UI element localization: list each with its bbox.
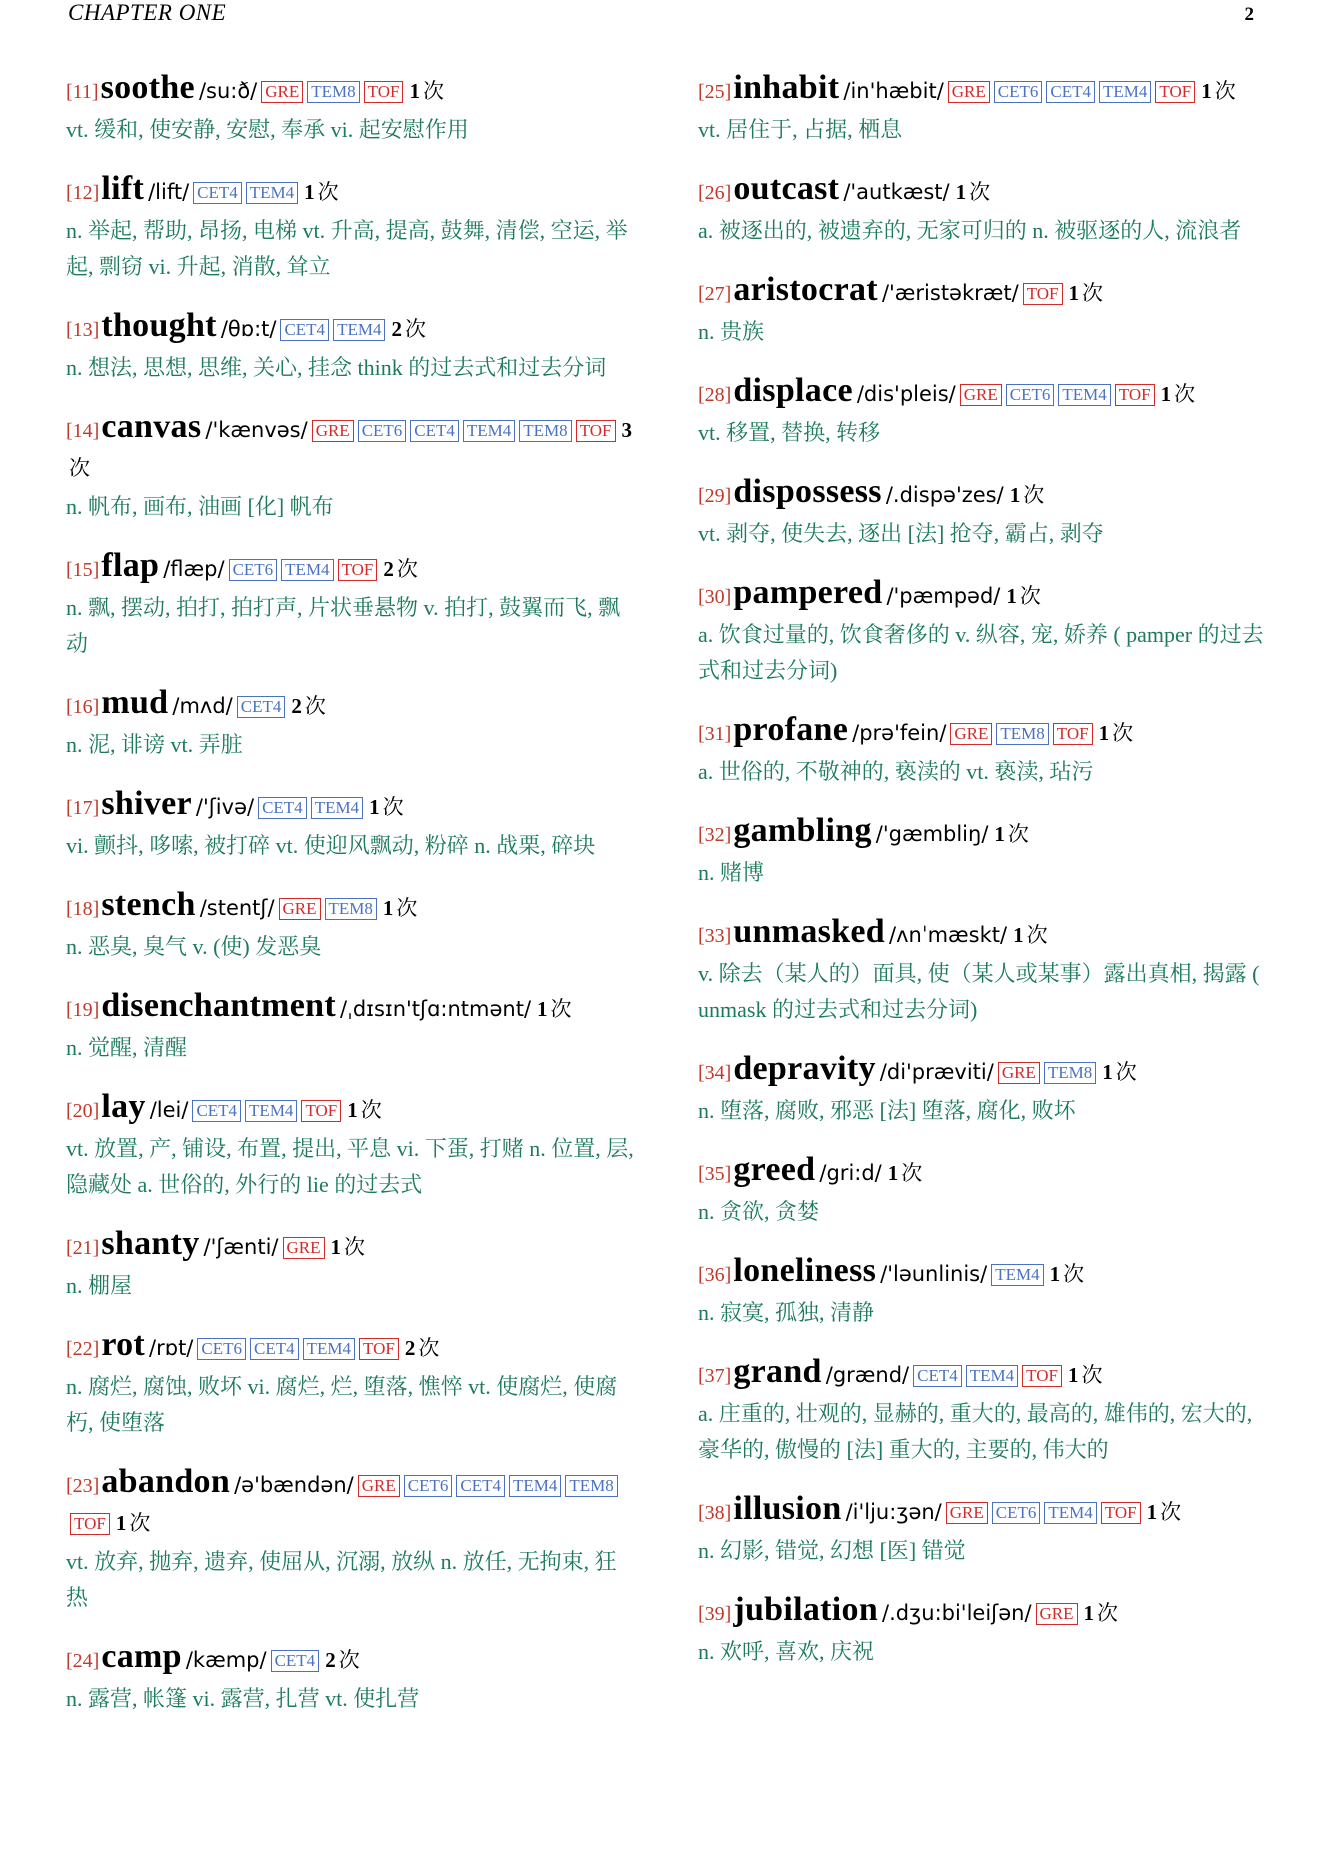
entry-headline [66,685,638,726]
entry-phonetic: /'æristəkræt/ [881,281,1019,305]
entry-index: [31] [698,723,732,745]
entry-phonetic: /θɒ:t/ [220,317,277,341]
entry-frequency-unit: 次 [1063,1262,1085,1286]
entry-frequency: 1 [537,997,548,1021]
entry-index: [24] [66,1650,100,1672]
exam-tag-badge: GRE [950,723,992,745]
exam-tag-badge: TEM4 [281,559,333,581]
entry-frequency-unit: 次 [404,317,426,341]
vocab-entry [698,1152,1270,1230]
exam-tag-badge: TEM4 [303,1338,355,1360]
entry-phonetic: /flæp/ [163,557,225,581]
exam-tag-badge: CET6 [197,1338,246,1360]
exam-tag-badge: CET6 [1006,384,1055,406]
exam-tag-badge: TOF [359,1338,399,1360]
entry-word: inhabit [733,69,840,106]
entry-index: [12] [66,182,100,204]
entry-headline [66,1464,638,1543]
entry-frequency: 1 [330,1235,341,1259]
entry-definition: a. 世俗的, 不敬神的, 亵渎的 vt. 亵渎, 玷污 [698,759,1094,784]
exam-tag-badge: TOF [576,420,616,442]
entry-frequency-unit: 次 [1019,584,1041,608]
vocab-entry [698,914,1270,1028]
exam-tag-badge: CET6 [358,420,407,442]
entry-frequency: 1 [994,822,1005,846]
entry-definition: n. 寂寞, 孤独, 清静 [698,1300,875,1325]
entry-index: [16] [66,696,100,718]
vocab-entry [698,70,1270,148]
entry-word: soothe [100,69,195,106]
entry-headline [698,1051,1270,1092]
entry-word: shanty [101,1225,200,1262]
entry-index: [23] [66,1475,100,1497]
entry-headline [66,548,638,589]
exam-tag-badge: CET6 [994,81,1043,103]
vocab-entry [698,373,1270,451]
entry-phonetic: /di'præviti/ [879,1060,994,1084]
vocab-entry [698,1051,1270,1129]
entry-headline [66,1327,638,1368]
exam-tag-badge: TEM8 [996,723,1048,745]
entry-definition: vt. 移置, 替换, 转移 [698,420,881,445]
exam-tag-badge: CET4 [193,182,242,204]
entry-headline [698,914,1270,955]
entry-word: disenchantment [101,987,336,1024]
entry-headline [698,373,1270,414]
entry-definition: n. 觉醒, 清醒 [66,1035,188,1060]
entry-headline [698,272,1270,313]
vocab-entry [66,887,638,965]
vocab-entry [66,988,638,1066]
entry-word: grand [733,1353,822,1390]
exam-tag-badge: TEM4 [245,1100,297,1122]
entry-headline [698,1491,1270,1532]
entry-word: gambling [733,812,872,849]
exam-tag-badge: TOF [1101,1502,1141,1524]
exam-tag-badge: GRE [998,1062,1040,1084]
vocab-entry [698,474,1270,552]
vocab-entry [66,1226,638,1304]
entry-headline [66,988,638,1029]
exam-tag-badge: TEM4 [246,182,298,204]
entry-index: [25] [698,81,732,103]
exam-tag-badge: TEM8 [519,420,571,442]
exam-tag-badge: CET4 [250,1338,299,1360]
entry-headline [698,474,1270,515]
entry-definition: n. 想法, 思想, 思维, 关心, 挂念 think 的过去式和过去分词 [66,355,607,380]
entry-word: canvas [101,408,202,445]
entry-index: [33] [698,925,732,947]
entry-frequency: 2 [391,317,402,341]
entry-frequency: 1 [382,896,394,920]
entry-index: [32] [698,824,732,846]
entry-phonetic: /ˌdɪsɪn'tʃɑ:ntmənt/ [340,997,532,1021]
exam-tag-badge: TOF [364,81,404,103]
entry-frequency: 1 [1098,721,1110,745]
entry-frequency-unit: 次 [1081,1363,1103,1387]
entry-word: pampered [733,574,883,611]
exam-tag-badge: CET4 [280,319,329,341]
entry-frequency: 1 [1068,281,1080,305]
entry-headline [698,712,1270,753]
exam-tag-badge: CET4 [271,1650,320,1672]
entry-word: dispossess [733,473,882,510]
entry-headline [66,70,638,111]
entry-definition: n. 贪欲, 贪婪 [698,1199,820,1224]
entry-index: [22] [66,1338,100,1360]
entry-phonetic: /lift/ [148,180,190,204]
vocab-entry [66,1464,638,1616]
exam-tag-badge: GRE [358,1475,400,1497]
entry-index: [35] [698,1163,732,1185]
entry-index: [15] [66,559,100,581]
entry-headline [66,887,638,928]
exam-tag-badge: TOF [1022,1365,1062,1387]
entry-frequency-unit: 次 [396,896,418,920]
entry-index: [17] [66,797,100,819]
entry-phonetic: /mʌd/ [172,694,233,718]
entry-phonetic: /ʌnˈmæskt/ [889,923,1008,947]
entry-headline [66,1226,638,1267]
entry-word: lift [101,170,145,207]
page-number: 2 [1244,4,1254,25]
entry-word: jubilation [733,1591,879,1628]
exam-tag-badge: TOF [1115,384,1155,406]
vocab-entry [698,575,1270,689]
entry-headline [698,813,1270,854]
entry-frequency: 1 [1006,584,1017,608]
entry-frequency: 1 [1160,382,1172,406]
exam-tag-badge: TOF [338,559,378,581]
entry-frequency-unit: 次 [1160,1500,1182,1524]
exam-tag-badge: TEM8 [307,81,359,103]
exam-tag-badge: CET4 [456,1475,505,1497]
vocab-entry [66,409,638,525]
vocab-entry [66,786,638,864]
entry-phonetic: /kæmp/ [185,1648,267,1672]
exam-tag-badge: TEM8 [325,898,377,920]
vocab-entry [698,1354,1270,1468]
entry-definition: v. 除去（某人的）面具, 使（某人或某事）露出真相, 揭露 ( unmask 的过去式和过去分词) [698,961,1260,1022]
entry-word: thought [101,307,217,344]
entry-frequency: 2 [404,1336,416,1360]
entry-definition: n. 露营, 帐篷 vi. 露营, 扎营 vt. 使扎营 [66,1686,420,1711]
vocab-entry [66,685,638,763]
entry-word: stench [101,886,196,923]
exam-tag-badge: GRE [261,81,303,103]
vocab-entry [698,1592,1270,1670]
exam-tag-badge: CET6 [229,559,278,581]
exam-tag-badge: CET4 [410,420,459,442]
entry-headline [66,1089,638,1130]
entry-frequency: 1 [1083,1601,1095,1625]
exam-tag-badge: GRE [960,384,1002,406]
entry-headline [66,1639,638,1680]
entry-definition: n. 泥, 诽谤 vt. 弄脏 [66,732,243,757]
entry-definition: vt. 放弃, 抛弃, 遗弃, 使屈从, 沉溺, 放纵 n. 放任, 无拘束, 狂热 [66,1549,617,1610]
right-column [698,70,1270,1693]
entry-phonetic: /'ʃivə/ [195,795,255,819]
exam-tag-badge: CET4 [258,797,307,819]
exam-tag-badge: CET4 [913,1365,962,1387]
entry-frequency-unit: 次 [344,1235,365,1259]
entry-word: displace [733,372,853,409]
vocab-entry [698,1253,1270,1331]
exam-tag-badge: TEM4 [463,420,515,442]
vocab-entry [66,1639,638,1717]
vocab-entry [66,308,638,386]
vocab-entry [698,813,1270,891]
entry-frequency-unit: 次 [1214,79,1236,103]
entry-index: [39] [698,1603,732,1625]
entry-definition: vi. 颤抖, 哆嗦, 被打碎 vt. 使迎风飘动, 粉碎 n. 战栗, 碎块 [66,833,596,858]
entry-headline [66,308,638,349]
entry-phonetic: /grænd/ [825,1363,910,1387]
vocab-entry [698,171,1270,249]
entry-definition: n. 棚屋 [66,1273,133,1298]
entry-frequency: 1 [409,79,420,103]
entry-frequency-unit: 次 [1007,822,1029,846]
entry-frequency: 1 [369,795,380,819]
entry-word: depravity [733,1050,876,1087]
entry-frequency: 1 [115,1511,127,1535]
entry-index: [27] [698,283,732,305]
entry-frequency-unit: 次 [338,1648,360,1672]
left-column [66,70,638,1740]
entry-definition: n. 飘, 摆动, 拍打, 拍打声, 片状垂悬物 v. 拍打, 鼓翼而飞, 飘动 [66,595,621,656]
exam-tag-badge: TOF [70,1513,110,1535]
vocab-entry [66,70,638,148]
entry-frequency: 1 [955,180,967,204]
entry-frequency-unit: 次 [969,180,991,204]
entry-phonetic: /lei/ [149,1098,189,1122]
entry-index: [13] [66,319,100,341]
exam-tag-badge: GRE [312,420,354,442]
exam-tag-badge: TEM4 [1044,1502,1096,1524]
exam-tag-badge: TOF [1155,81,1195,103]
entry-phonetic: /gri:d/ [819,1161,882,1185]
exam-tag-badge: TOF [1053,723,1093,745]
exam-tag-badge: TEM4 [966,1365,1018,1387]
entry-definition: n. 举起, 帮助, 昂扬, 电梯 vt. 升高, 提高, 鼓舞, 清偿, 空运, 举起, 剽窃 vi. 升起, 消散, 耸立 [66,218,628,279]
exam-tag-badge: TEM4 [1099,81,1151,103]
entry-index: [30] [698,586,732,608]
exam-tag-badge: GRE [1036,1603,1078,1625]
entry-word: greed [733,1151,816,1188]
entry-frequency: 2 [291,694,302,718]
entry-definition: vt. 缓和, 使安静, 安慰, 奉承 vi. 起安慰作用 [66,117,469,142]
exam-tag-badge: TEM4 [333,319,385,341]
entry-word: profane [733,711,849,748]
exam-tag-badge: GRE [279,898,321,920]
entry-word: illusion [733,1490,842,1527]
exam-tag-badge: TOF [301,1100,341,1122]
entry-headline [66,171,638,212]
entry-phonetic: /'kænvəs/ [205,418,308,442]
entry-phonetic: /'ʃænti/ [203,1235,279,1259]
vocab-entry [66,171,638,285]
exam-tag-badge: GRE [948,81,990,103]
entry-definition: n. 帆布, 画布, 油画 [化] 帆布 [66,494,334,519]
entry-phonetic: /'ləunlinis/ [880,1262,988,1286]
entry-headline [698,1354,1270,1395]
entry-frequency: 1 [1009,483,1021,507]
entry-frequency-unit: 次 [69,456,90,480]
entry-phonetic: /stentʃ/ [199,896,275,920]
exam-tag-badge: TEM4 [1058,384,1110,406]
entry-phonetic: /'pæmpəd/ [886,584,1001,608]
entry-index: [38] [698,1502,732,1524]
entry-index: [26] [698,182,732,204]
entry-frequency-unit: 次 [1026,923,1048,947]
entry-frequency: 1 [347,1098,358,1122]
entry-word: outcast [733,170,840,207]
entry-phonetic: /.dʒu:bi'leiʃən/ [882,1601,1032,1625]
entry-word: shiver [101,785,192,822]
entry-frequency: 1 [1102,1060,1113,1084]
entry-phonetic: /in'hæbit/ [843,79,944,103]
entry-index: [14] [66,420,100,442]
entry-frequency: 2 [383,557,394,581]
exam-tag-badge: TEM8 [565,1475,617,1497]
entry-index: [37] [698,1365,732,1387]
entry-frequency-unit: 次 [396,557,418,581]
entry-frequency: 2 [325,1648,336,1672]
entry-definition: n. 欢呼, 喜欢, 庆祝 [698,1639,875,1664]
entry-index: [19] [66,999,100,1021]
vocab-entry [698,272,1270,350]
entry-word: flap [101,547,160,584]
entry-word: loneliness [733,1252,877,1289]
entry-word: mud [101,684,169,721]
entry-definition: a. 饮食过量的, 饮食奢侈的 v. 纵容, 宠, 娇养 ( pamper 的过去式和过去分词) [698,622,1264,683]
vocab-entry [698,1491,1270,1569]
vocab-entry [698,712,1270,790]
entry-definition: n. 赌博 [698,860,765,885]
entry-headline [698,70,1270,111]
entry-frequency-unit: 次 [1023,483,1045,507]
entry-frequency-unit: 次 [422,79,444,103]
entry-definition: n. 恶臭, 臭气 v. (使) 发恶臭 [66,934,322,959]
entry-frequency-unit: 次 [382,795,404,819]
entry-index: [20] [66,1100,100,1122]
entry-index: [18] [66,898,100,920]
entry-frequency: 1 [304,180,315,204]
entry-phonetic: /rɒt/ [149,1336,194,1360]
entry-frequency: 1 [887,1161,899,1185]
chapter-title: CHAPTER ONE [68,0,227,25]
entry-word: camp [101,1638,182,1675]
entry-phonetic: /ə'bændən/ [234,1473,354,1497]
entry-headline [698,171,1270,212]
entry-frequency: 1 [1049,1262,1061,1286]
exam-tag-badge: TEM4 [991,1264,1043,1286]
exam-tag-badge: CET4 [1046,81,1095,103]
exam-tag-badge: TEM8 [1044,1062,1096,1084]
entry-frequency-unit: 次 [1115,1060,1137,1084]
entry-frequency-unit: 次 [901,1161,923,1185]
entry-index: [28] [698,384,732,406]
entry-frequency-unit: 次 [1082,281,1104,305]
entry-word: lay [101,1088,146,1125]
entry-frequency: 1 [1146,1500,1158,1524]
exam-tag-badge: CET4 [237,696,286,718]
entry-definition: n. 贵族 [698,319,765,344]
entry-definition: n. 腐烂, 腐蚀, 败坏 vi. 腐烂, 烂, 堕落, 憔悴 vt. 使腐烂, 使腐朽, 使堕落 [66,1374,618,1435]
entry-definition: n. 幻影, 错觉, 幻想 [医] 错觉 [698,1538,966,1563]
entry-phonetic: /'gæmbliŋ/ [875,822,989,846]
entry-word: abandon [101,1463,231,1500]
vocab-entry [66,548,638,662]
entry-index: [29] [698,485,732,507]
entry-definition: vt. 放置, 产, 铺设, 布置, 提出, 平息 vi. 下蛋, 打赌 n. 位置, 层, 隐藏处 a. 世俗的, 外行的 lie 的过去式 [66,1136,634,1197]
exam-tag-badge: TEM4 [509,1475,561,1497]
entry-phonetic: /su:ð/ [198,79,258,103]
entry-headline [698,1253,1270,1294]
entry-frequency-unit: 次 [360,1098,382,1122]
entry-index: [21] [66,1237,100,1259]
entry-frequency: 1 [1067,1363,1079,1387]
exam-tag-badge: TOF [1023,283,1063,305]
vocab-entry [66,1089,638,1203]
entry-definition: a. 庄重的, 壮观的, 显赫的, 重大的, 最高的, 雄伟的, 宏大的, 豪华的, 傲慢的 [法] 重大的, 主要的, 伟大的 [698,1401,1253,1462]
exam-tag-badge: GRE [283,1237,325,1259]
exam-tag-badge: CET4 [192,1100,241,1122]
entry-headline [66,786,638,827]
exam-tag-badge: CET6 [404,1475,453,1497]
entry-frequency-unit: 次 [317,180,339,204]
entry-headline [698,575,1270,616]
entry-definition: vt. 居住于, 占据, 栖息 [698,117,903,142]
entry-word: aristocrat [733,271,878,308]
entry-phonetic: /'autkæst/ [843,180,950,204]
entry-frequency-unit: 次 [550,997,572,1021]
entry-word: rot [101,1326,146,1363]
entry-headline [66,409,638,488]
entry-index: [36] [698,1264,732,1286]
entry-index: [34] [698,1062,732,1084]
entry-definition: n. 堕落, 腐败, 邪恶 [法] 堕落, 腐化, 败坏 [698,1098,1076,1123]
entry-definition: vt. 剥夺, 使失去, 逐出 [法] 抢夺, 霸占, 剥夺 [698,521,1104,546]
entry-frequency: 1 [1201,79,1212,103]
entry-frequency-unit: 次 [1174,382,1196,406]
entry-phonetic: /prə'fein/ [852,721,947,745]
entry-headline [698,1592,1270,1633]
entry-frequency: 3 [621,418,632,442]
entry-phonetic: /dis'pleis/ [856,382,956,406]
entry-frequency-unit: 次 [304,694,326,718]
entry-definition: a. 被逐出的, 被遗弃的, 无家可归的 n. 被驱逐的人, 流浪者 [698,218,1242,243]
entry-headline [698,1152,1270,1193]
exam-tag-badge: GRE [946,1502,988,1524]
entry-index: [11] [66,81,99,103]
vocab-entry [66,1327,638,1441]
entry-frequency-unit: 次 [129,1511,151,1535]
entry-frequency-unit: 次 [1112,721,1134,745]
exam-tag-badge: CET6 [992,1502,1041,1524]
entry-frequency-unit: 次 [418,1336,440,1360]
entry-frequency-unit: 次 [1097,1601,1119,1625]
entry-phonetic: /i'lju:ʒən/ [845,1500,942,1524]
exam-tag-badge: TEM4 [311,797,363,819]
entry-word: unmasked [733,913,886,950]
entry-phonetic: /.dispə'zes/ [885,483,1004,507]
entry-frequency: 1 [1013,923,1024,947]
